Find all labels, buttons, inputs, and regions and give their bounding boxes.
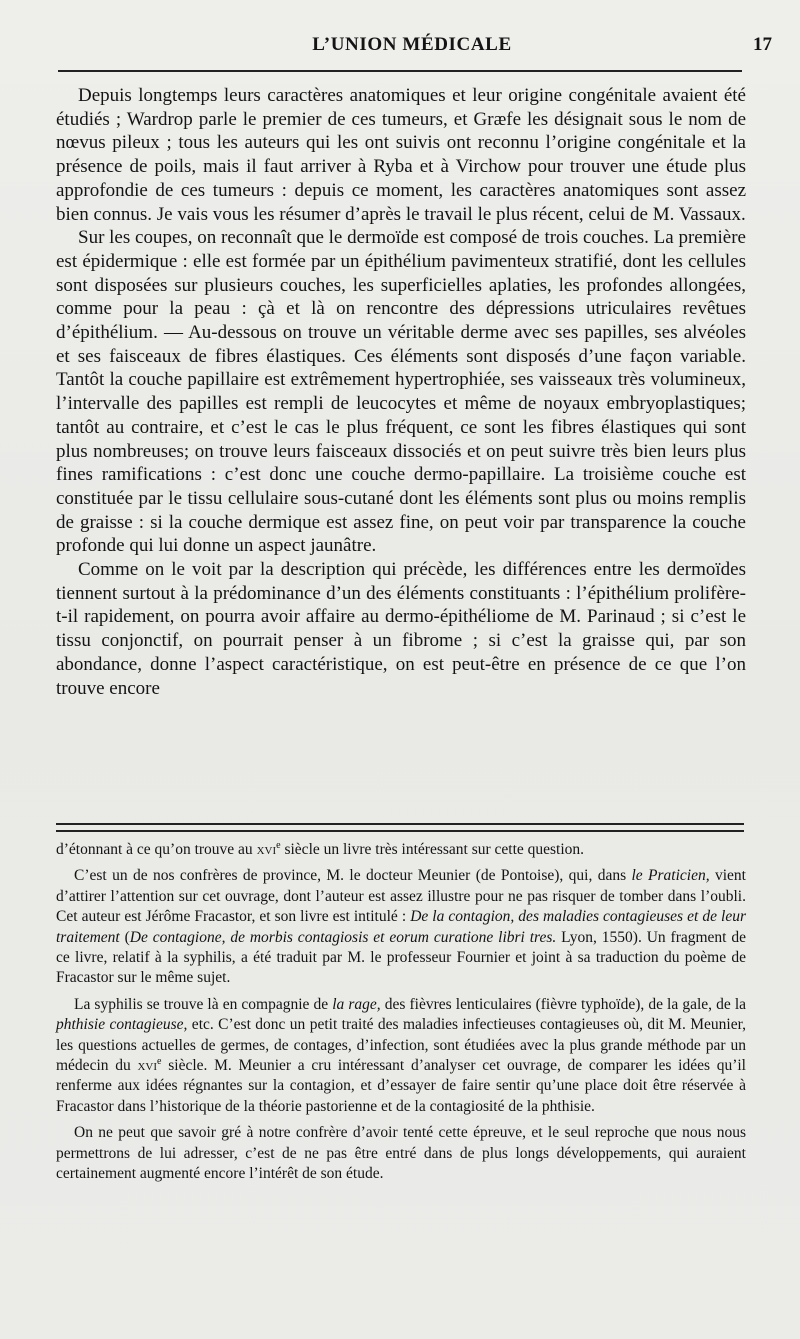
main-text (56, 84, 746, 700)
footnote-text: d’étonnant à ce qu’on trouve au (56, 841, 257, 858)
footnote-text: ( (119, 928, 130, 946)
footnote-text: des fièvres lenticulaires (fièvre typhoïde), de la gale, de la (380, 995, 747, 1013)
footnote-text: vient d’attirer l’attention sur cet ouvrage, dont l’auteur est assez illustre pour ne pas risquer de tomber dans l’oubli. Cet auteur est Jérôme Fracastor, et son livre est intitulé : (56, 867, 746, 926)
footnote-text: La syphilis se trouve là en compagnie de (74, 995, 333, 1013)
header-rule (58, 70, 742, 72)
footnote-journal-title: le Praticien, (631, 867, 710, 885)
footnote-text: siècle. M. Meunier a cru intéressant d’analyser cet ouvrage, de comparer les idées qu’il renferme aux idées régnantes sur la contagion, et d’essayer de faire sentir qu’une place doit être réservée à Fracastor dans l’historique de la théorie pastorienne et de la contagiosité de la phthisie. (56, 1057, 746, 1115)
footnote-italic-term: la rage, (332, 995, 381, 1013)
body-paragraph: Comme on le voit par la description qui précède, les différences entre les dermoïdes tiennent surtout à la prédominance d’un des éléments constituants : l’épithélium prolifère-t-il rapidement, on pourra avoir affaire au dermo-épithéliome de M. Parinaud ; si c’est le tissu conjonctif, on pourrait penser à un fibrome ; si c’est la graisse qui, par son abondance, donne l’aspect caractéristique, on est peut-être en présence de ce que l’on trouve encore (56, 559, 746, 699)
footnote-century: xvi (137, 1057, 158, 1075)
footnote-book-title: De la contagion, des maladies contagieuses et de leur traitement (56, 908, 746, 946)
footnote-book-title-latin: De contagione, de morbis contagiosis et eorum curatione libri tres. (129, 928, 557, 946)
footnote-paragraph (56, 995, 746, 1117)
footnote-century: xvi (256, 841, 277, 858)
footnotes (56, 840, 746, 1185)
running-title: L’UNION MÉDICALE (312, 34, 512, 55)
footnote-superscript: e (276, 839, 281, 851)
footnote-text: etc. C’est donc un petit traité des maladies infectieuses contagieuses où, dit M. Meunier, les questions actuelles de germes, de contages, d’infection, sont étudiées avec la plus grande méthode par un médecin du (56, 1016, 746, 1075)
page-number: 17 (753, 34, 772, 55)
footnote-text: Lyon, 1550). Un fragment de ce livre, relatif à la syphilis, a été traduit par M. le professeur Fournier et joint à sa traduction du poème de Fracastor sur le même sujet. (56, 928, 746, 987)
footnote-italic-term: phthisie contagieuse, (56, 1016, 188, 1034)
running-head (56, 34, 772, 64)
footnote-text: siècle un livre très intéressant sur cette question. (280, 841, 585, 858)
footnote-paragraph (56, 840, 746, 860)
body-paragraph: Depuis longtemps leurs caractères anatomiques et leur origine congénitale avaient été étudiés ; Wardrop parle le premier de ces tumeurs, et Græfe les désignait sous le nom de nœvus pileux ; tous les auteurs qui les ont suivis ont reconnu l’origine congénitale et la présence de poils, mais il faut arriver à Ryba et à Virchow pour trouver une étude plus approfondie de ces tumeurs : depuis ce moment, les caractères anatomiques sont assez bien connus. Je vais vous les résumer d’après le travail le plus récent, celui de M. Vassaux. (56, 85, 746, 225)
footnote-superscript: e (157, 1055, 162, 1067)
body-paragraph: Sur les coupes, on reconnaît que le dermoïde est composé de trois couches. La première est épidermique : elle est formée par un épithélium pavimenteux stratifié, dont les cellules sont disposées sur plusieurs couches, les superficielles aplaties, les profondes allongées, comme pour la peau : çà et là on rencontre des dépressions utriculaires revêtues d’épithélium. — Au-dessous on trouve un véritable derme avec ses papilles, ses alvéoles et ses faisceaux de fibres élastiques. Ces éléments sont disposés d’une façon variable. Tantôt la couche papillaire est extrêmement hypertrophiée, ses vaisseaux très volumineux, l’intervalle des papilles est rempli de leucocytes et même de noyaux embryoplastiques; tantôt au contraire, et c’est le cas le plus fréquent, ce sont les fibres élastiques qui sont plus nombreuses; on trouve leurs faisceaux dissociés et on peut suivre très bien leurs plus fines ramifications : c’est donc une couche dermo-papillaire. La troisième couche est constituée par le tissu cellulaire sous-cutané dont les éléments sont plus ou moins remplis de graisse : si la couche dermique est assez fine, on peut voir par transparence la couche profonde qui lui donne un aspect jaunâtre. (56, 227, 746, 557)
footnote-paragraph: On ne peut que savoir gré à notre confrère d’avoir tenté cette épreuve, et le seul reproche que nous nous permettrons de lui adresser, c’est de ne pas être entré dans de plus longs développements, qui auraient certainement augmenté encore l’intérêt de son étude. (56, 1124, 746, 1183)
footnote-paragraph (56, 866, 746, 988)
footnote-rule (56, 823, 744, 832)
footnote-text: C’est un de nos confrères de province, M. le docteur Meunier (de Pontoise), qui, dans (74, 867, 632, 885)
